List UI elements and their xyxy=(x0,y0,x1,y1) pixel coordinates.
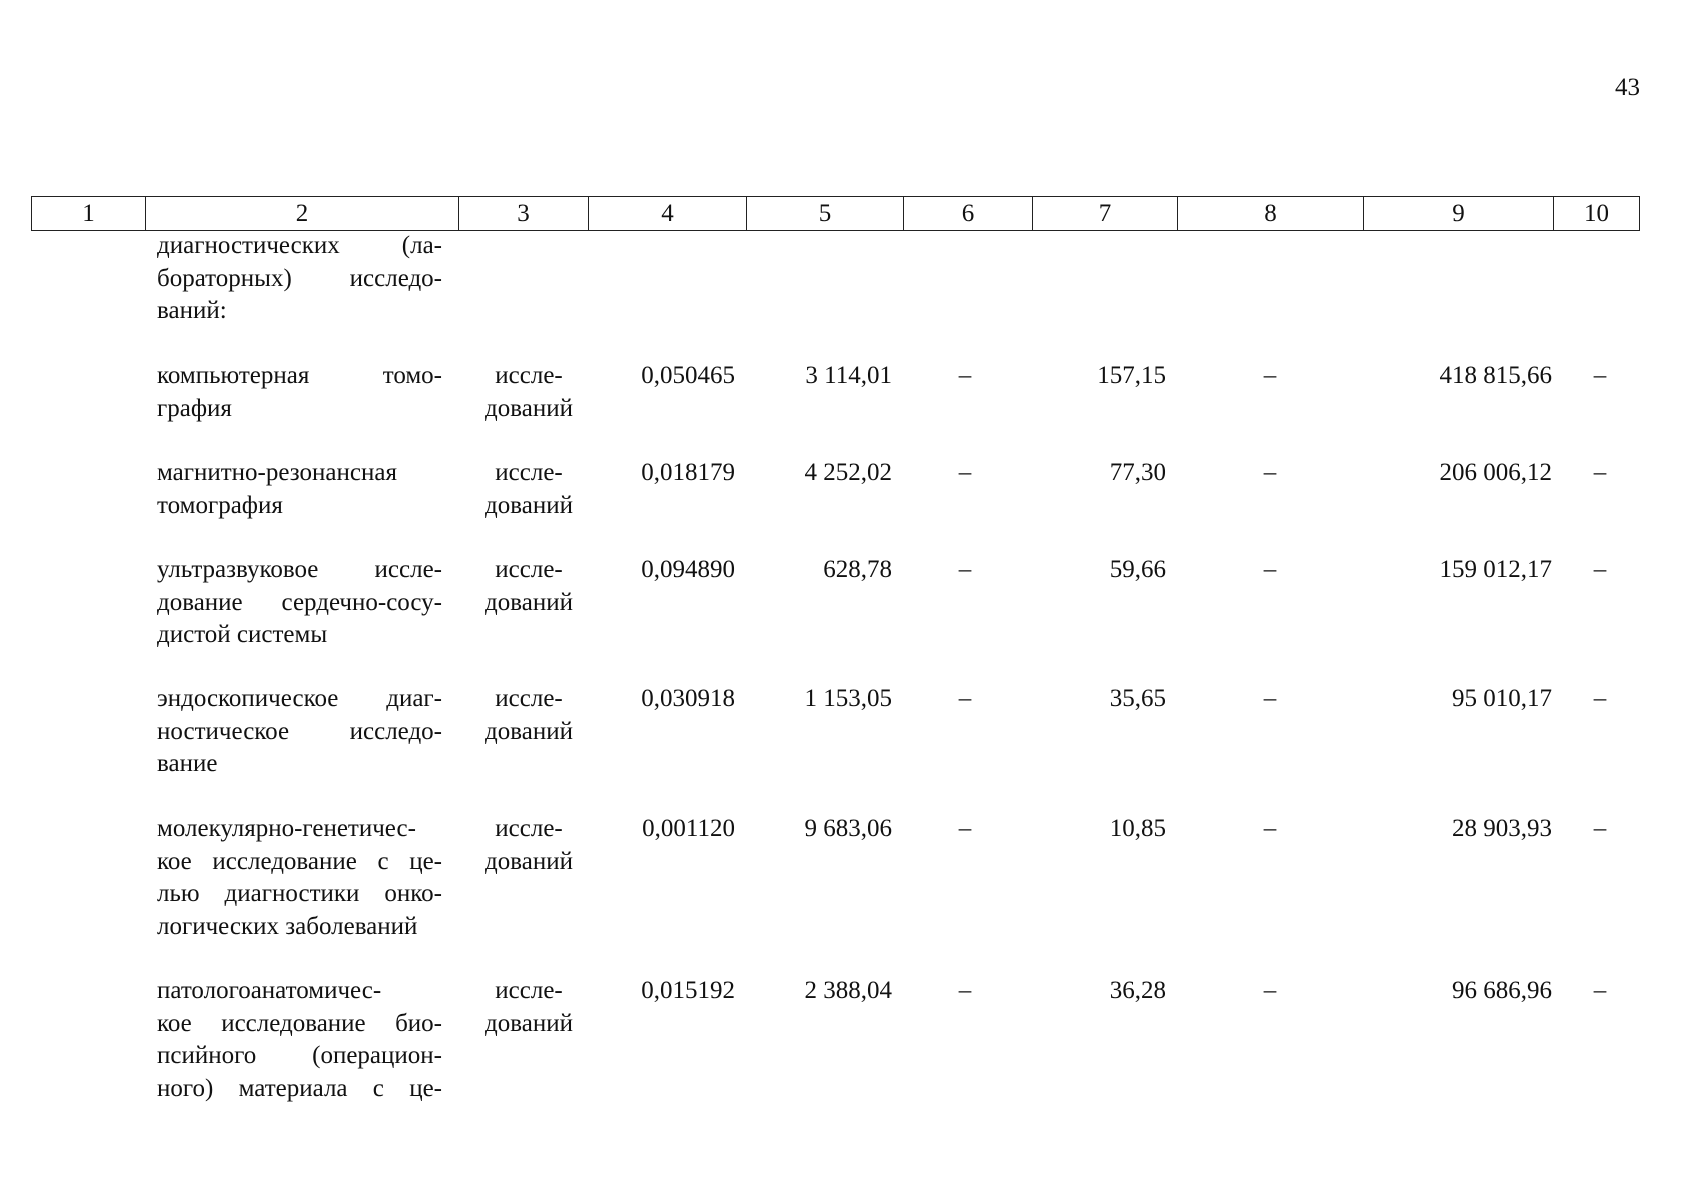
table-header-row xyxy=(31,196,1640,231)
name-line: томография xyxy=(157,491,283,519)
cell-col10: – xyxy=(1593,459,1607,486)
cell-col5: 4 252,02 xyxy=(804,459,892,486)
unit-line: дований xyxy=(485,717,573,745)
cell-col7: 10,85 xyxy=(1109,815,1166,842)
name-line: эндоскопическое диаг- xyxy=(157,685,442,712)
unit xyxy=(470,683,588,748)
column-header-7: 7 xyxy=(1033,197,1178,230)
name-line: молекулярно-генетичес- xyxy=(157,815,416,842)
service-name xyxy=(157,813,442,943)
column-header-8: 8 xyxy=(1178,197,1364,230)
service-name xyxy=(157,683,442,781)
cell-col10: – xyxy=(1593,362,1607,389)
cell-col6: – xyxy=(958,815,972,842)
unit-line: иссле- xyxy=(495,977,563,1004)
unit-line: дований xyxy=(485,588,573,616)
cell-col5: 1 153,05 xyxy=(804,685,892,712)
column-header-6: 6 xyxy=(904,197,1033,230)
cell-col8: – xyxy=(1263,362,1277,389)
unit xyxy=(470,554,588,619)
cell-col5: 628,78 xyxy=(823,556,892,583)
unit-line: иссле- xyxy=(495,685,563,712)
unit-line: иссле- xyxy=(495,362,563,389)
cell-col8: – xyxy=(1263,685,1277,712)
cell-col6: – xyxy=(958,977,972,1004)
name-line: псийного (операцион- xyxy=(157,1042,442,1069)
name-line: ностическое исследо- xyxy=(157,717,442,745)
service-name xyxy=(157,554,442,652)
name-line: ного) материала с це- xyxy=(157,1074,442,1102)
cell-col8: – xyxy=(1263,815,1277,842)
name-line: графия xyxy=(157,394,232,422)
cell-col9: 159 012,17 xyxy=(1439,556,1552,583)
name-line: магнитно-резонансная xyxy=(157,459,397,486)
column-header-5: 5 xyxy=(747,197,904,230)
cell-col4: 0,015192 xyxy=(641,977,735,1004)
cell-col10: – xyxy=(1593,977,1607,1004)
cell-col7: 36,28 xyxy=(1109,977,1166,1004)
unit-line: дований xyxy=(485,394,573,422)
page-number: 43 xyxy=(1615,74,1640,101)
cell-col6: – xyxy=(958,459,972,486)
cell-col10: – xyxy=(1593,685,1607,712)
column-header-2: 2 xyxy=(146,197,459,230)
intro-line: диагностических (ла- xyxy=(157,232,442,259)
cell-col9: 28 903,93 xyxy=(1452,815,1552,842)
name-line: дование сердечно-сосу- xyxy=(157,588,442,616)
unit-line: дований xyxy=(485,1009,573,1037)
cell-col8: – xyxy=(1263,459,1277,486)
column-header-4: 4 xyxy=(589,197,747,230)
cell-col5: 3 114,01 xyxy=(805,362,892,389)
name-line: лью диагностики онко- xyxy=(157,880,442,907)
cell-col7: 157,15 xyxy=(1097,362,1166,389)
unit-line: дований xyxy=(485,847,573,875)
cell-col7: 77,30 xyxy=(1109,459,1166,486)
cell-col8: – xyxy=(1263,556,1277,583)
name-line: кое исследование био- xyxy=(157,1009,442,1037)
unit-line: иссле- xyxy=(495,815,563,842)
cell-col9: 95 010,17 xyxy=(1452,685,1552,712)
name-line: логических заболеваний xyxy=(157,912,418,940)
cell-col5: 2 388,04 xyxy=(804,977,892,1004)
unit xyxy=(470,457,588,522)
name-line: кое исследование с це- xyxy=(157,847,442,875)
cell-col10: – xyxy=(1593,815,1607,842)
cell-col6: – xyxy=(958,685,972,712)
service-name xyxy=(157,360,442,425)
cell-col9: 418 815,66 xyxy=(1439,362,1552,389)
unit-line: иссле- xyxy=(495,556,563,583)
cell-col4: 0,050465 xyxy=(641,362,735,389)
cell-col6: – xyxy=(958,556,972,583)
intro-line: бораторных) исследо- xyxy=(157,264,442,292)
cell-col10: – xyxy=(1593,556,1607,583)
cell-col7: 59,66 xyxy=(1109,556,1166,583)
service-name xyxy=(157,975,442,1105)
column-header-1: 1 xyxy=(32,197,146,230)
name-line: компьютерная томо- xyxy=(157,362,442,389)
section-intro-text xyxy=(157,230,442,328)
unit xyxy=(470,360,588,425)
service-name xyxy=(157,457,442,522)
cell-col9: 96 686,96 xyxy=(1452,977,1552,1004)
unit xyxy=(470,813,588,878)
cell-col4: 0,018179 xyxy=(641,459,735,486)
intro-line: ваний: xyxy=(157,297,227,324)
column-header-9: 9 xyxy=(1364,197,1554,230)
cell-col6: – xyxy=(958,362,972,389)
cell-col4: 0,030918 xyxy=(641,685,735,712)
cell-col4: 0,094890 xyxy=(641,556,735,583)
name-line: вание xyxy=(157,750,218,777)
name-line: патологоанатомичес- xyxy=(157,977,382,1004)
column-header-10: 10 xyxy=(1554,197,1640,230)
cell-col8: – xyxy=(1263,977,1277,1004)
cell-col7: 35,65 xyxy=(1109,685,1166,712)
name-line: ультразвуковое иссле- xyxy=(157,556,442,583)
unit xyxy=(470,975,588,1040)
name-line: дистой системы xyxy=(157,621,328,648)
unit-line: иссле- xyxy=(495,459,563,486)
unit-line: дований xyxy=(485,491,573,519)
cell-col4: 0,001120 xyxy=(642,815,735,842)
cell-col9: 206 006,12 xyxy=(1439,459,1552,486)
cell-col5: 9 683,06 xyxy=(804,815,892,842)
column-header-3: 3 xyxy=(459,197,589,230)
